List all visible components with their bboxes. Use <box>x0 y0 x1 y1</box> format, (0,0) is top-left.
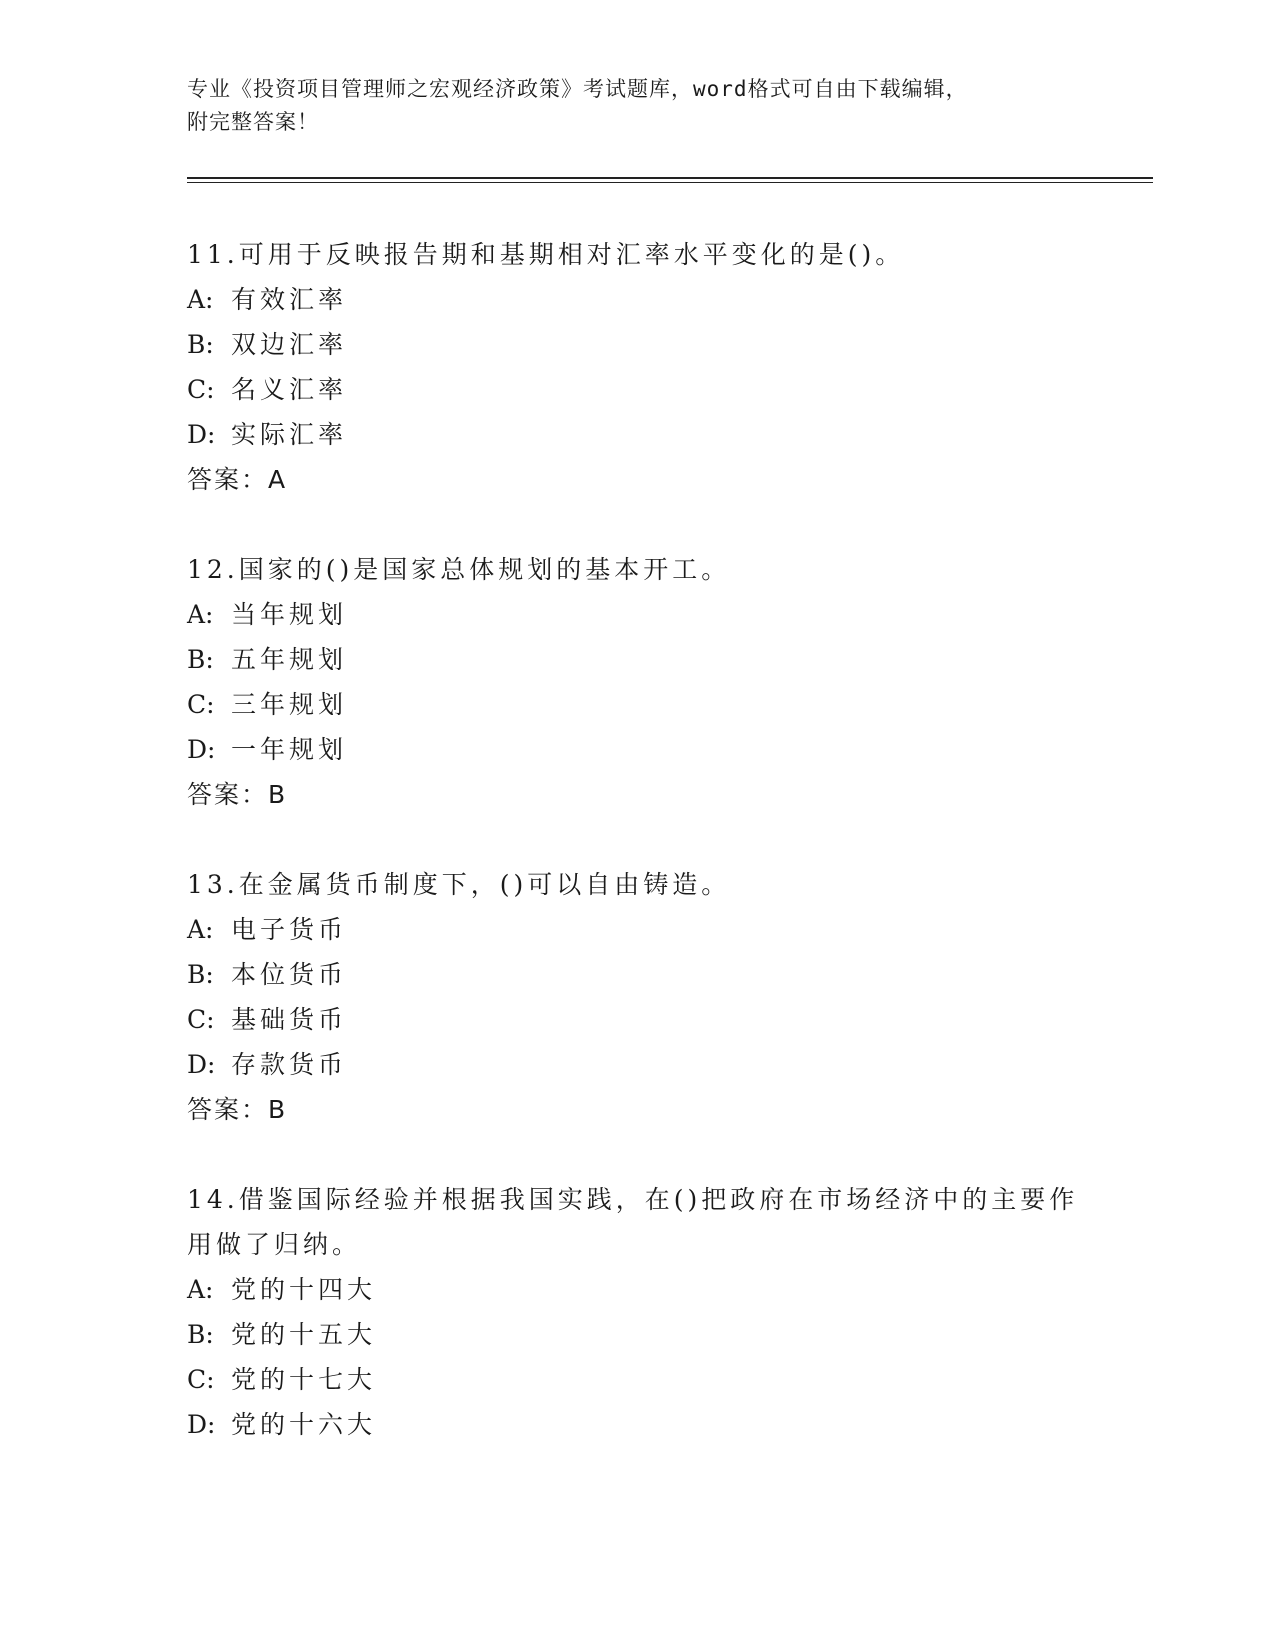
header-divider <box>187 177 1153 183</box>
option-letter: D: <box>187 1050 216 1079</box>
option-letter: B: <box>187 645 214 674</box>
option-c <box>187 997 1087 1042</box>
question-stem-line-2: 用做了归纳。 <box>187 1230 362 1259</box>
option-c <box>187 682 1087 727</box>
option-d <box>187 412 1087 457</box>
option-letter: C: <box>187 690 215 719</box>
option-a <box>187 907 1087 952</box>
option-text: 名义汇率 <box>231 375 348 404</box>
option-letter: D: <box>187 420 216 449</box>
option-a <box>187 592 1087 637</box>
option-letter: C: <box>187 1365 215 1394</box>
question-13 <box>187 862 1087 1132</box>
option-text: 一年规划 <box>231 735 348 764</box>
option-text: 基础货币 <box>231 1005 348 1034</box>
option-b <box>187 952 1087 997</box>
option-d <box>187 1402 1087 1447</box>
header-line-2: 附完整答案！ <box>187 110 319 134</box>
option-letter: A: <box>187 600 214 629</box>
option-letter: A: <box>187 285 214 314</box>
option-letter: B: <box>187 1320 214 1349</box>
option-d <box>187 1042 1087 1087</box>
document-header <box>187 73 1087 139</box>
option-b <box>187 637 1087 682</box>
option-letter: B: <box>187 960 214 989</box>
option-text: 五年规划 <box>231 645 348 674</box>
option-c <box>187 367 1087 412</box>
question-stem-line-1: 14.借鉴国际经验并根据我国实践，在()把政府在市场经济中的主要作 <box>187 1185 1079 1214</box>
option-text: 实际汇率 <box>231 420 348 449</box>
option-text: 双边汇率 <box>231 330 348 359</box>
option-text: 党的十四大 <box>231 1275 377 1304</box>
option-text: 当年规划 <box>231 600 348 629</box>
option-letter: C: <box>187 1005 215 1034</box>
option-letter: C: <box>187 375 215 404</box>
option-b <box>187 322 1087 367</box>
option-text: 存款货币 <box>231 1050 348 1079</box>
question-stem: 11.可用于反映报告期和基期相对汇率水平变化的是()。 <box>187 240 905 269</box>
option-c <box>187 1357 1087 1402</box>
answer: 答案：B <box>187 780 288 809</box>
answer: 答案：B <box>187 1095 288 1124</box>
question-stem: 12.国家的()是国家总体规划的基本开工。 <box>187 555 731 584</box>
question-14 <box>187 1177 1087 1447</box>
option-text: 三年规划 <box>231 690 348 719</box>
question-12 <box>187 547 1087 817</box>
option-text: 电子货币 <box>231 915 348 944</box>
option-text: 党的十六大 <box>231 1410 377 1439</box>
option-text: 党的十五大 <box>231 1320 377 1349</box>
option-a <box>187 1267 1087 1312</box>
option-a <box>187 277 1087 322</box>
option-letter: B: <box>187 330 214 359</box>
option-d <box>187 727 1087 772</box>
option-letter: A: <box>187 915 214 944</box>
question-11 <box>187 232 1087 502</box>
option-text: 本位货币 <box>231 960 348 989</box>
option-letter: A: <box>187 1275 214 1304</box>
option-text: 党的十七大 <box>231 1365 377 1394</box>
option-letter: D: <box>187 1410 216 1439</box>
option-text: 有效汇率 <box>231 285 348 314</box>
option-letter: D: <box>187 735 216 764</box>
answer: 答案：A <box>187 465 288 494</box>
option-b <box>187 1312 1087 1357</box>
header-line-1: 专业《投资项目管理师之宏观经济政策》考试题库，word格式可自由下载编辑， <box>187 77 968 101</box>
question-stem: 13.在金属货币制度下，()可以自由铸造。 <box>187 870 731 899</box>
